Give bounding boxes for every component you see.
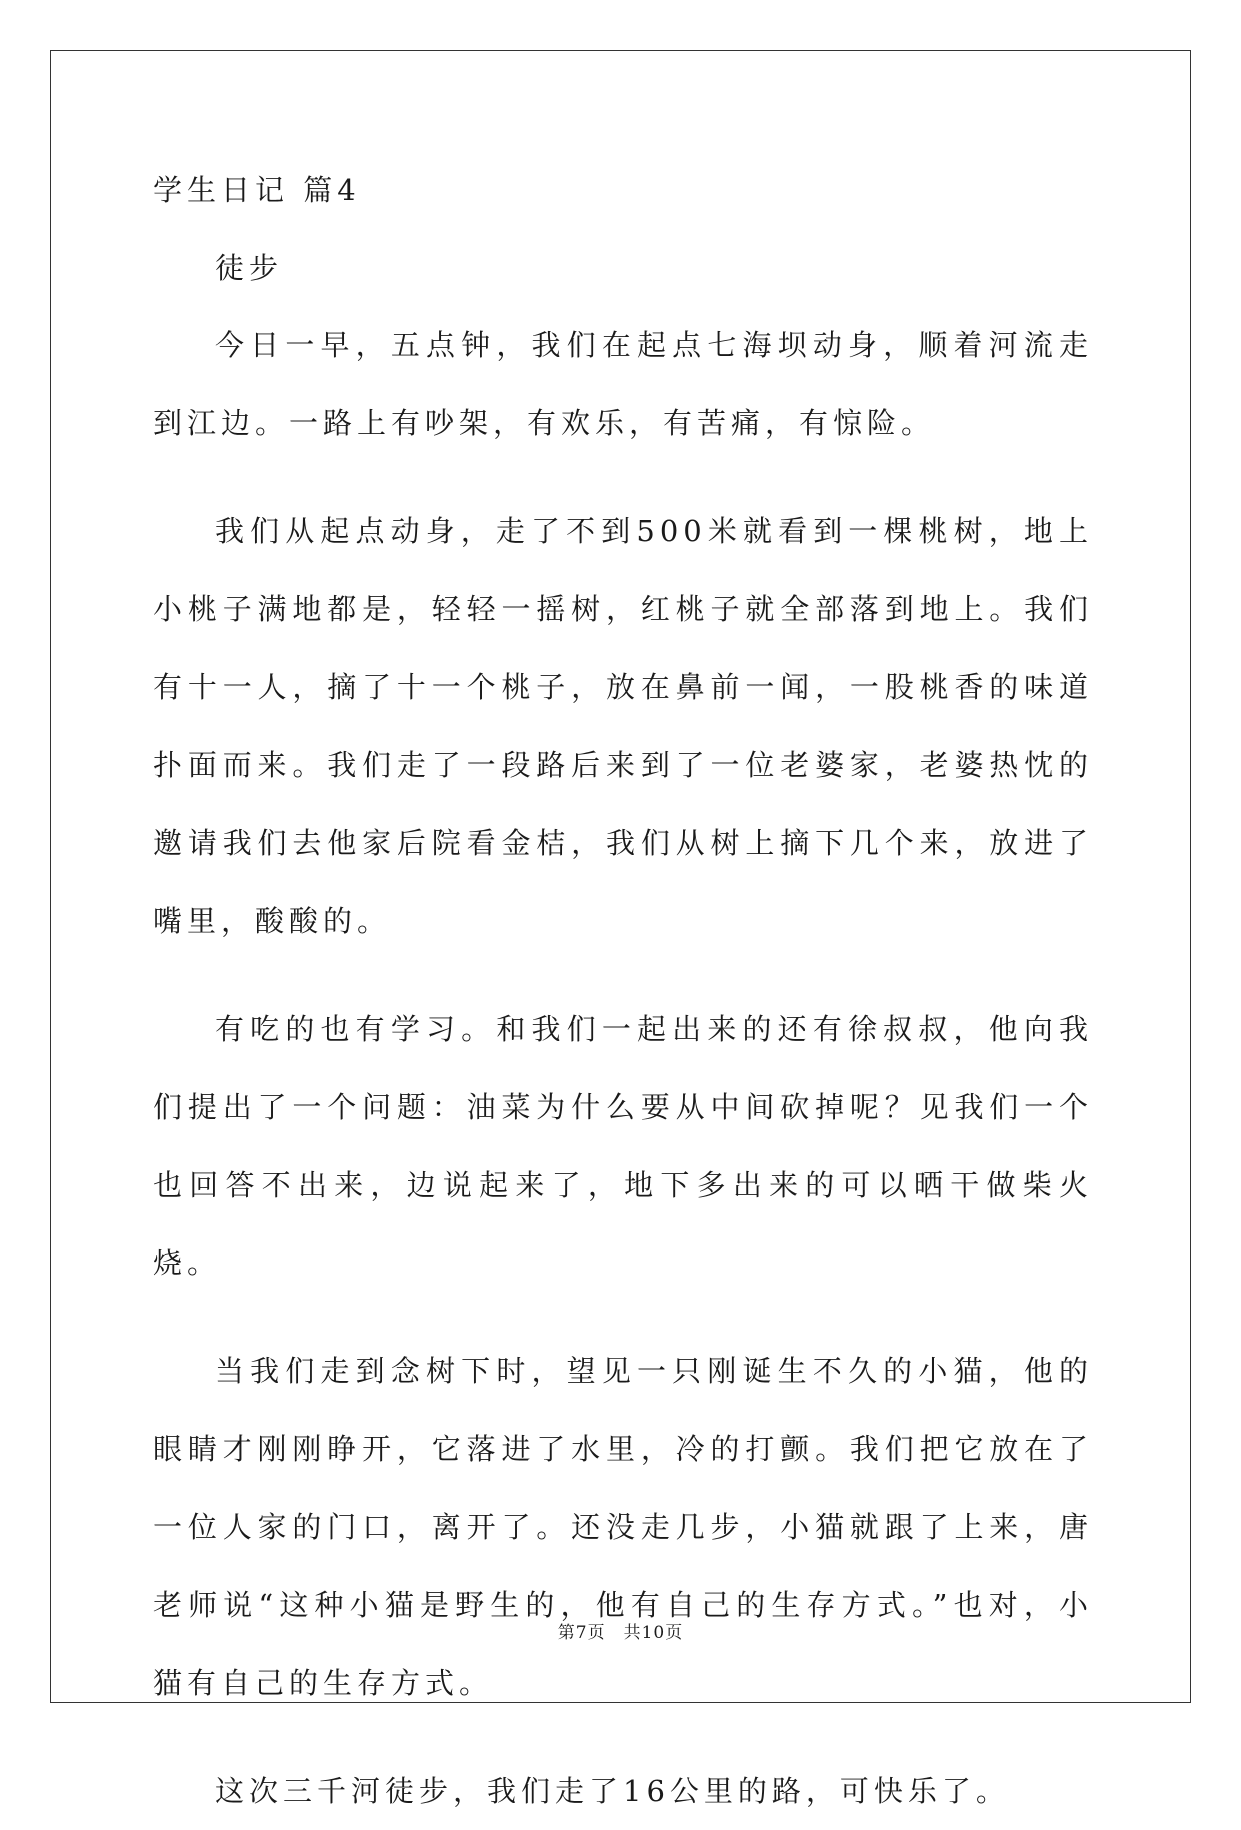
page-footer [0,1618,1241,1643]
paragraph-4: 当我们走到念树下时，望见一只刚诞生不久的小猫，他的眼睛才刚刚睁开，它落进了水里，冷的打颤。我们把它放在了一位人家的门口，离开了。还没走几步，小猫就跟了上来，唐老师说“这种小猫是野生的，他有自己的生存方式。”也对，小猫有自己的生存方式。 [153,1354,1093,1700]
paragraph-1: 今日一早，五点钟，我们在起点七海坝动身，顺着河流走到江边。一路上有吵架，有欢乐，有苦痛，有惊险。 [153,328,1093,440]
paragraph-3: 有吃的也有学习。和我们一起出来的还有徐叔叔，他向我们提出了一个问题：油菜为什么要从中间砍掉呢？见我们一个也回答不出来，边说起来了，地下多出来的可以晒干做柴火烧。 [153,1012,1093,1280]
paragraph-5: 这次三千河徒步，我们走了16公里的路，可快乐了。 [215,1774,1010,1808]
page-number: 第7页 [557,1623,606,1643]
paragraph-2: 我们从起点动身，走了不到500米就看到一棵桃树，地上小桃子满地都是，轻轻一摇树，红桃子就全部落到地上。我们有十一人，摘了十一个桃子，放在鼻前一闻，一股桃香的味道扑面而来。我们走了一段路后来到了一位老婆家，老婆热忱的邀请我们去他家后院看金桔，我们从树上摘下几个来，放进了嘴里，酸酸的。 [153,514,1093,938]
page-total: 共10页 [623,1623,684,1643]
document-subtitle: 徒步 [215,251,284,285]
document-body [153,166,1093,1830]
document-title: 学生日记 篇4 [153,173,361,207]
